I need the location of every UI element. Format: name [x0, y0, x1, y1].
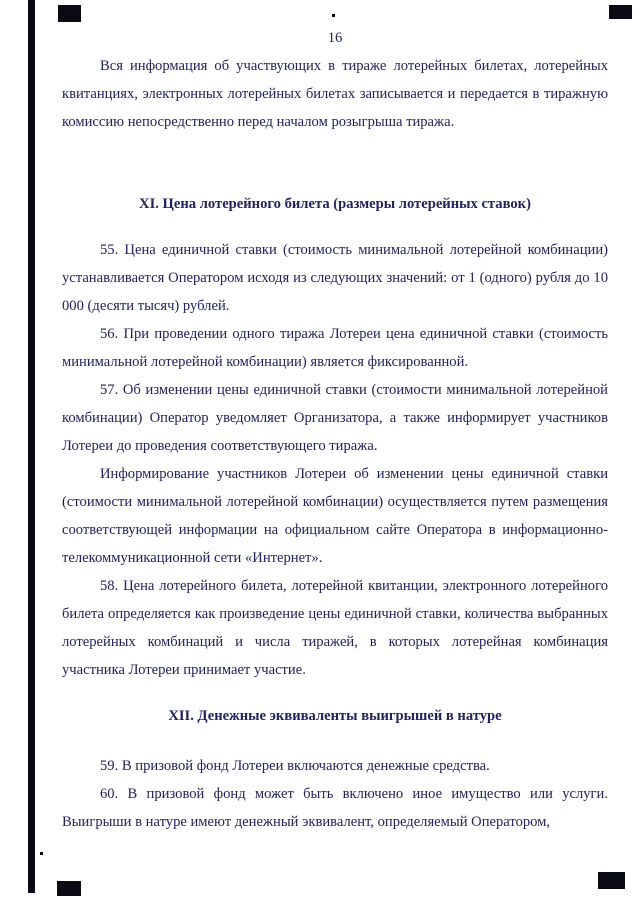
paragraph-intro: Вся информация об участвующих в тираже лотерейных билетах, лотерейных квитанциях, электронных лотерейных билетах записывается и передается в тиражную комиссию непосредственно перед началом розыгрыша тиража. — [62, 58, 608, 130]
paragraph-58: 58. Цена лотерейного билета, лотерейной квитанции, электронного лотерейного билета определяется как произведение цены единичной ставки, количества выбранных лотерейных комбинаций и числа тиражей, в которых лотерейная комбинация участника Лотереи принимает участие. — [62, 578, 608, 678]
scan-artifact-top-right — [609, 5, 632, 19]
scan-speck-left — [40, 852, 43, 855]
scan-artifact-bottom-left — [57, 881, 81, 896]
paragraph-56: 56. При проведении одного тиража Лотереи цена единичной ставки (стоимость минимальной лотерейной комбинации) является фиксированной. — [62, 326, 608, 370]
paragraph-59: 59. В призовой фонд Лотереи включаются денежные средства. — [100, 758, 490, 774]
section-xii-heading: XII. Денежные эквиваленты выигрышей в натуре — [168, 708, 502, 724]
paragraph-55: 55. Цена единичной ставки (стоимость минимальной лотерейной комбинации) устанавливается Оператором исходя из следующих значений: от 1 (одного) рубля до 10 000 (десяти тысяч) рублей. — [62, 242, 608, 314]
page-number: 16 — [327, 30, 343, 46]
document-content — [62, 0, 608, 836]
paragraph-inform: Информирование участников Лотереи об изменении цены единичной ставки (стоимости минимальной лотерейной комбинации) осуществляется путем размещения соответствующей информации на официальном сайте Оператора в информационно-телекоммуникационной сети «Интернет». — [62, 466, 608, 566]
scan-artifact-left-bar — [28, 0, 35, 893]
paragraph-57: 57. Об изменении цены единичной ставки (стоимости минимальной лотерейной комбинации) Оператор уведомляет Организатора, а также информирует участников Лотереи до проведения соответствующего тиража. — [62, 382, 608, 454]
scan-artifact-bottom-right — [598, 872, 625, 889]
paragraph-60: 60. В призовой фонд может быть включено иное имущество или услуги. Выигрыши в натуре имеют денежный эквивалент, определяемый Оператором, — [62, 786, 608, 830]
section-xi-heading: XI. Цена лотерейного билета (размеры лотерейных ставок) — [139, 196, 531, 212]
